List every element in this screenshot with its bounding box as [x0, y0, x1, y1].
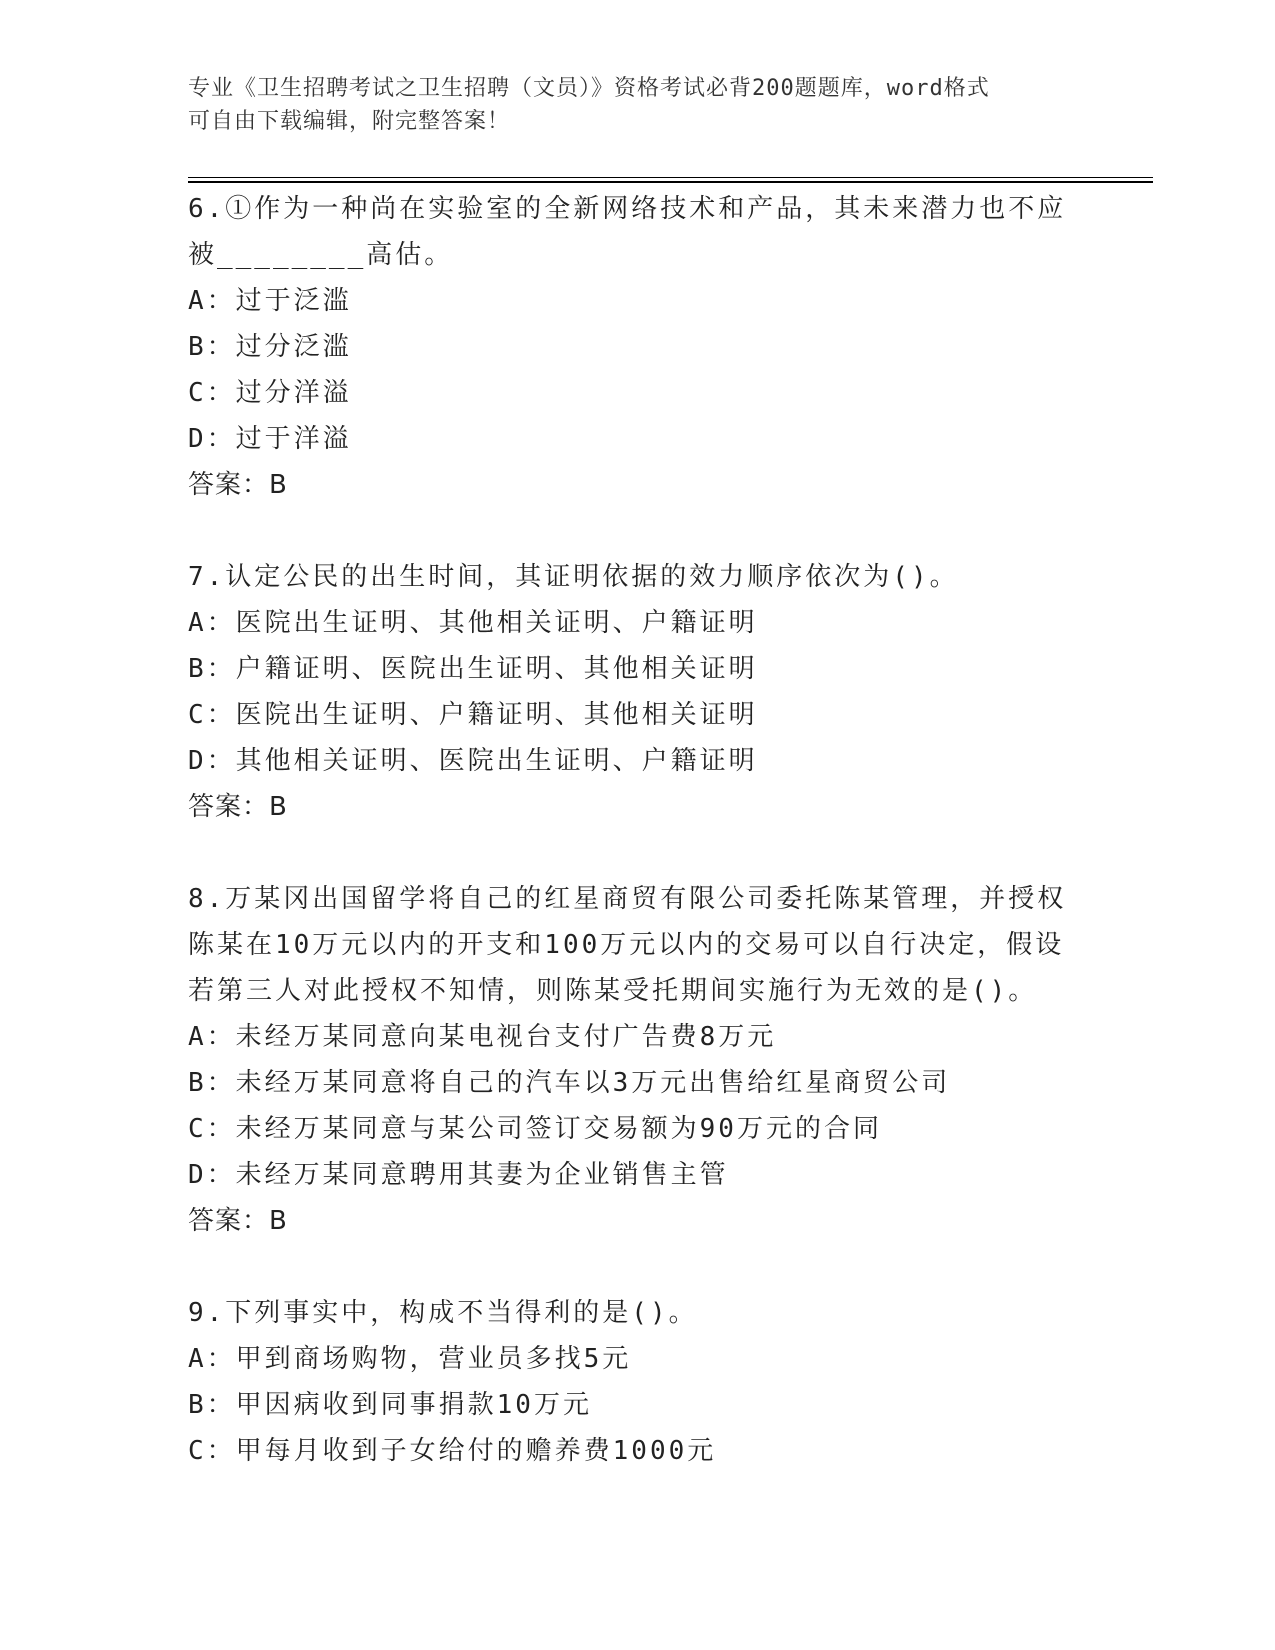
option-a: A：医院出生证明、其他相关证明、户籍证明: [188, 608, 758, 638]
option-a: A：甲到商场购物，营业员多找5元: [188, 1344, 632, 1374]
header-divider-thick: [188, 181, 1153, 183]
stem-line: 9.下列事实中，构成不当得利的是()。: [188, 1298, 698, 1328]
answer: 答案：B: [188, 792, 288, 822]
option-c: C：未经万某同意与某公司签订交易额为90万元的合同: [188, 1114, 882, 1144]
option-c: C：过分洋溢: [188, 378, 352, 408]
stem-line: 若第三人对此授权不知情，则陈某受托期间实施行为无效的是()。: [188, 976, 1038, 1006]
option-c: C：医院出生证明、户籍证明、其他相关证明: [188, 700, 758, 730]
stem-line: 被________高估。: [188, 240, 454, 270]
question-8: [188, 876, 1088, 1244]
header-line-1: 专业《卫生招聘考试之卫生招聘（文员）》资格考试必背200题题库，word格式: [188, 76, 990, 101]
stem-line: 6.①作为一种尚在实验室的全新网络技术和产品，其未来潜力也不应: [188, 194, 1067, 224]
option-b: B：过分泛滥: [188, 332, 352, 362]
header-divider-thin: [188, 177, 1153, 178]
option-b: B：户籍证明、医院出生证明、其他相关证明: [188, 654, 758, 684]
question-stem: [188, 1290, 1088, 1336]
option-d: D：未经万某同意聘用其妻为企业销售主管: [188, 1160, 729, 1190]
question-stem: [188, 554, 1088, 600]
option-b: B：未经万某同意将自己的汽车以3万元出售给红星商贸公司: [188, 1068, 951, 1098]
option-d: D：过于洋溢: [188, 424, 352, 454]
stem-line: 7.认定公民的出生时间，其证明依据的效力顺序依次为()。: [188, 562, 959, 592]
question-list: [188, 186, 1088, 1520]
option-d: D：其他相关证明、医院出生证明、户籍证明: [188, 746, 758, 776]
question-9: [188, 1290, 1088, 1474]
document-header: [188, 72, 1068, 138]
question-6: [188, 186, 1088, 508]
option-b: B：甲因病收到同事捐款10万元: [188, 1390, 592, 1420]
answer: 答案：B: [188, 1206, 288, 1236]
option-c: C：甲每月收到子女给付的赡养费1000元: [188, 1436, 717, 1466]
header-line-2: 可自由下载编辑，附完整答案！: [188, 109, 511, 134]
option-a: A：过于泛滥: [188, 286, 352, 316]
question-stem: [188, 186, 1088, 278]
answer: 答案：B: [188, 470, 288, 500]
stem-line: 陈某在10万元以内的开支和100万元以内的交易可以自行决定，假设: [188, 930, 1065, 960]
stem-line: 8.万某冈出国留学将自己的红星商贸有限公司委托陈某管理，并授权: [188, 884, 1067, 914]
option-a: A：未经万某同意向某电视台支付广告费8万元: [188, 1022, 777, 1052]
question-stem: [188, 876, 1088, 1014]
question-7: [188, 554, 1088, 830]
